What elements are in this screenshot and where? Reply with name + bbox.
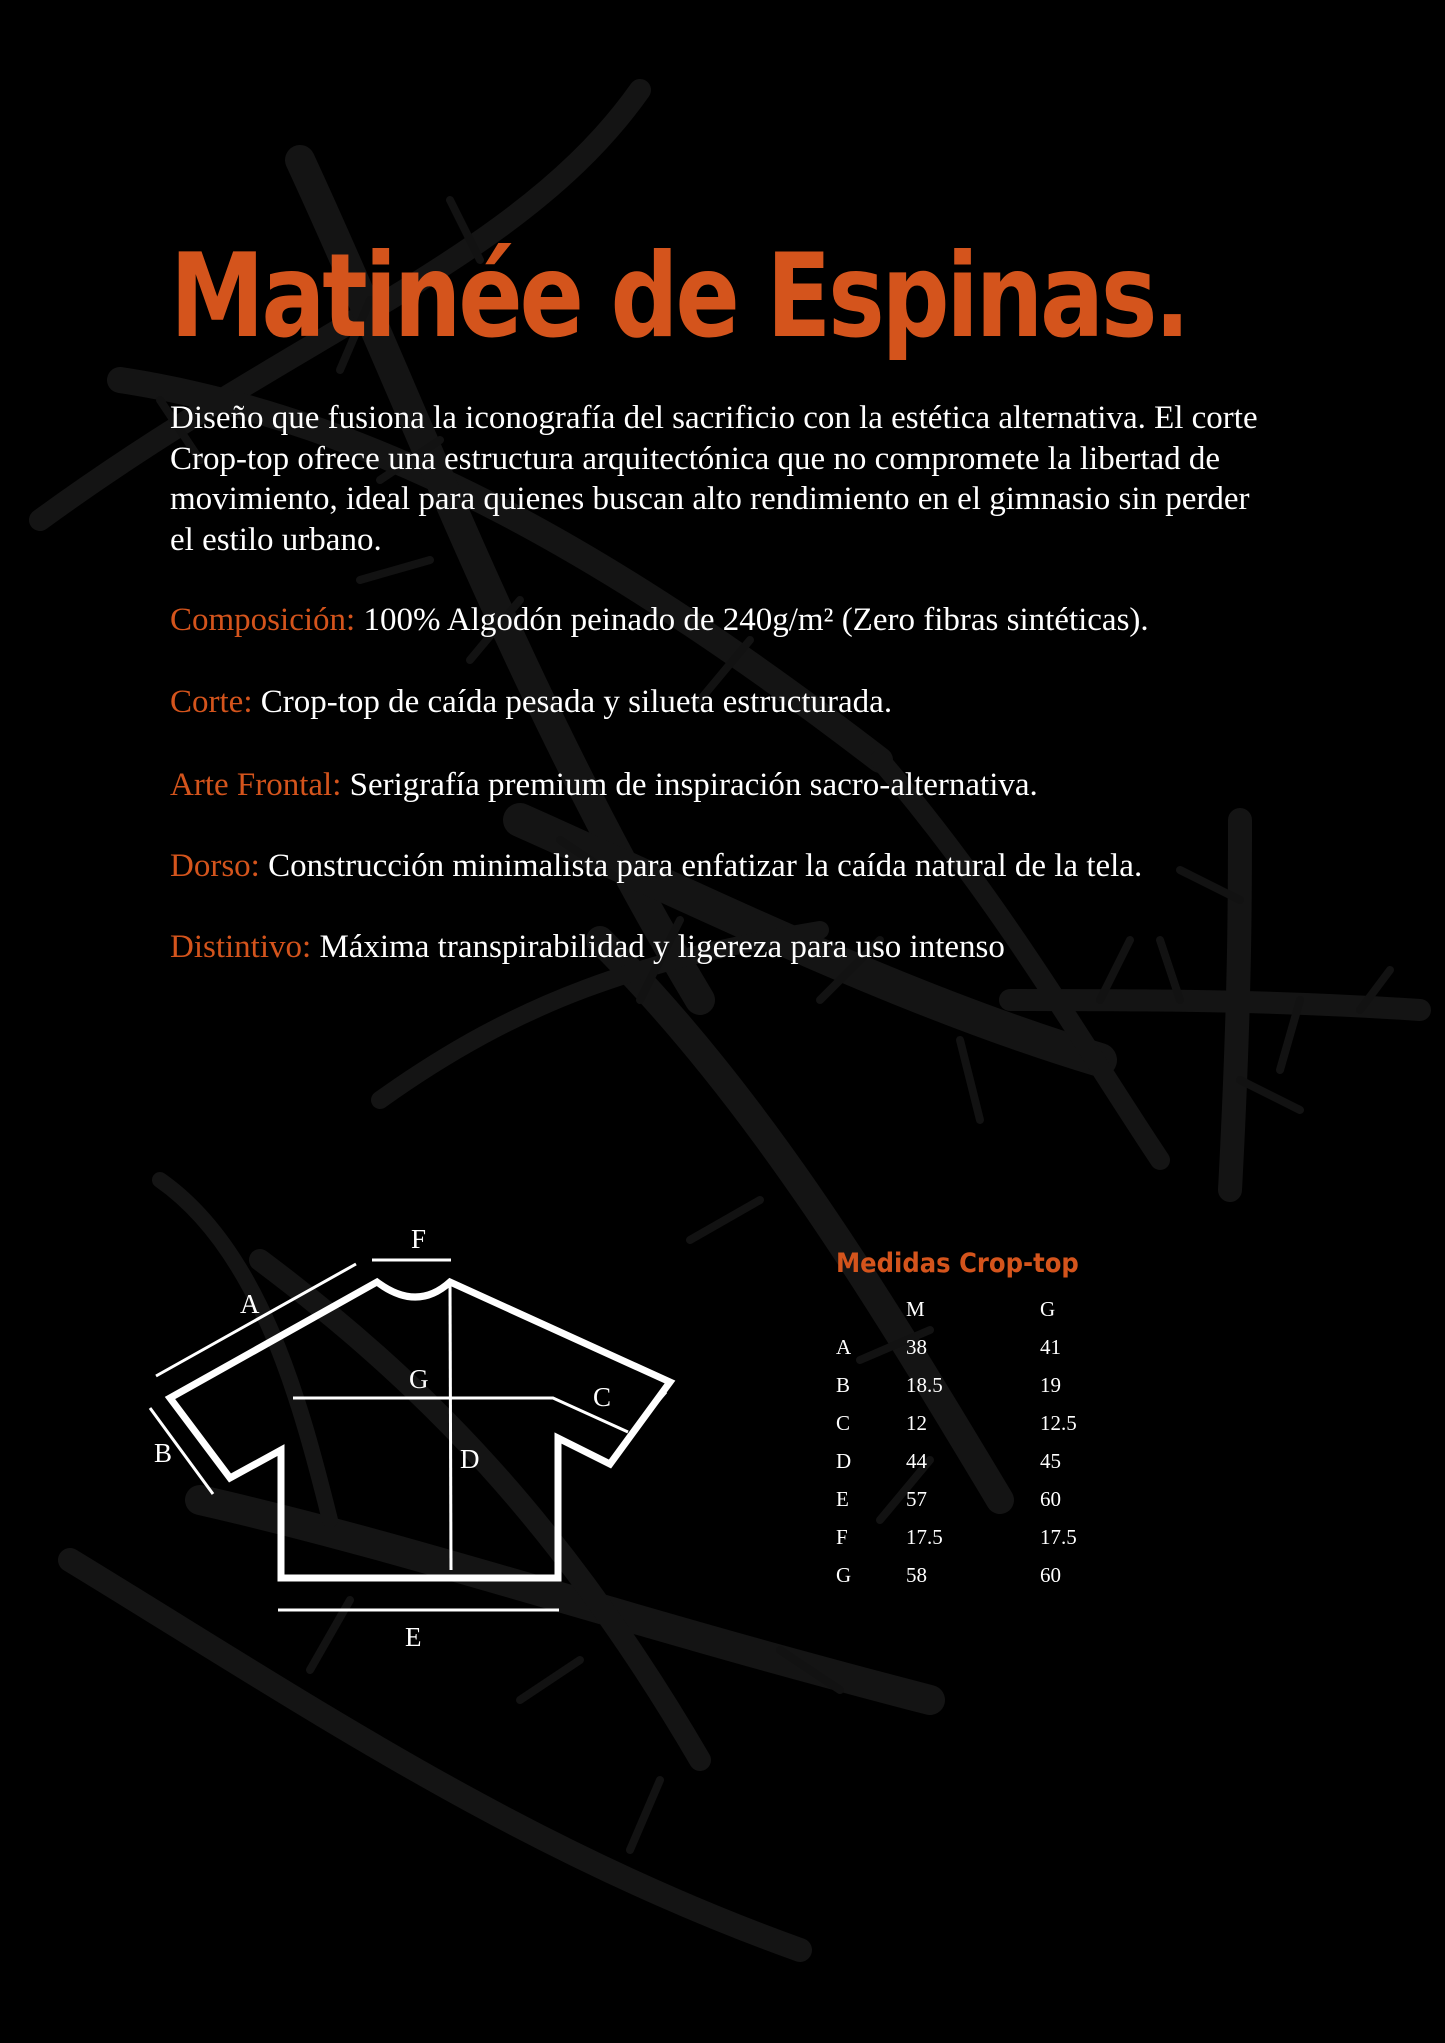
table-cell: 45: [1040, 1448, 1061, 1473]
table-row: [836, 1328, 1130, 1366]
table-cell: D: [836, 1448, 852, 1473]
table-cell: 38: [906, 1334, 927, 1359]
diagram-label-e: E: [405, 1622, 422, 1652]
table-header-cell: G: [1040, 1296, 1056, 1321]
spec-dorso: [170, 845, 1320, 887]
spec-label: Dorso:: [170, 848, 260, 884]
table-cell: 12.5: [1040, 1410, 1077, 1435]
spec-composicion: [170, 599, 1320, 641]
size-table-title: Medidas Crop-top: [836, 1248, 1079, 1279]
diagram-label-d: D: [460, 1444, 480, 1474]
table-header-cell: M: [906, 1296, 925, 1321]
measure-line-g: [293, 1398, 628, 1432]
size-table-header: [836, 1290, 1130, 1328]
spec-label: Arte Frontal:: [170, 767, 342, 803]
spec-distintivo: [170, 926, 1320, 968]
tshirt-measurement-diagram: [140, 1210, 700, 1670]
spec-label: Composición:: [170, 602, 356, 638]
table-cell: C: [836, 1410, 851, 1435]
table-cell: 58: [906, 1562, 927, 1587]
page-title: Matinée de Espinas.: [170, 229, 1188, 364]
diagram-label-a: A: [240, 1289, 260, 1319]
table-row: [836, 1556, 1130, 1594]
table-row: [836, 1518, 1130, 1556]
table-cell: 57: [906, 1486, 927, 1511]
table-row: [836, 1480, 1130, 1518]
table-cell: F: [836, 1524, 848, 1549]
measure-line-c: [632, 1392, 666, 1432]
spec-value: Serigrafía premium de inspiración sacro-alternativa.: [341, 767, 1038, 803]
measure-line-d: [450, 1284, 451, 1570]
spec-corte: [170, 681, 1320, 723]
diagram-label-f: F: [411, 1224, 427, 1254]
table-cell: 17.5: [1040, 1524, 1077, 1549]
table-cell: 41: [1040, 1334, 1061, 1359]
diagram-label-g: G: [409, 1364, 429, 1394]
measure-line-a: [156, 1264, 356, 1376]
table-cell: G: [836, 1562, 852, 1587]
spec-arte-frontal: [170, 764, 1320, 806]
table-cell: 19: [1040, 1372, 1061, 1397]
size-table: [836, 1290, 1130, 1594]
spec-label: Distintivo:: [170, 929, 312, 965]
table-cell: 18.5: [906, 1372, 943, 1397]
product-description: Diseño que fusiona la iconografía del sacrificio con la estética alternativa. El corte Crop-top ofrece una estructura arquitectónica que no compromete la libertad de movimiento, ideal para quienes buscan alto rendimiento en el gimnasio sin perder el estilo urbano.: [170, 400, 1258, 558]
diagram-label-c: C: [593, 1382, 612, 1412]
table-row: [836, 1366, 1130, 1404]
table-cell: 60: [1040, 1486, 1061, 1511]
diagram-label-b: B: [154, 1438, 173, 1468]
table-cell: 12: [906, 1410, 927, 1435]
spec-value: Construcción minimalista para enfatizar la caída natural de la tela.: [259, 848, 1143, 884]
table-cell: A: [836, 1334, 852, 1359]
table-cell: 17.5: [906, 1524, 943, 1549]
table-cell: E: [836, 1486, 849, 1511]
table-cell: 44: [906, 1448, 927, 1473]
table-cell: B: [836, 1372, 851, 1397]
spec-value: 100% Algodón peinado de 240g/m² (Zero fibras sintéticas).: [355, 602, 1149, 638]
spec-value: Crop-top de caída pesada y silueta estructurada.: [252, 684, 893, 720]
spec-value: Máxima transpirabilidad y ligereza para uso intenso: [311, 929, 1005, 965]
table-row: [836, 1442, 1130, 1480]
spec-label: Corte:: [170, 684, 253, 720]
table-cell: 60: [1040, 1562, 1061, 1587]
table-row: [836, 1404, 1130, 1442]
